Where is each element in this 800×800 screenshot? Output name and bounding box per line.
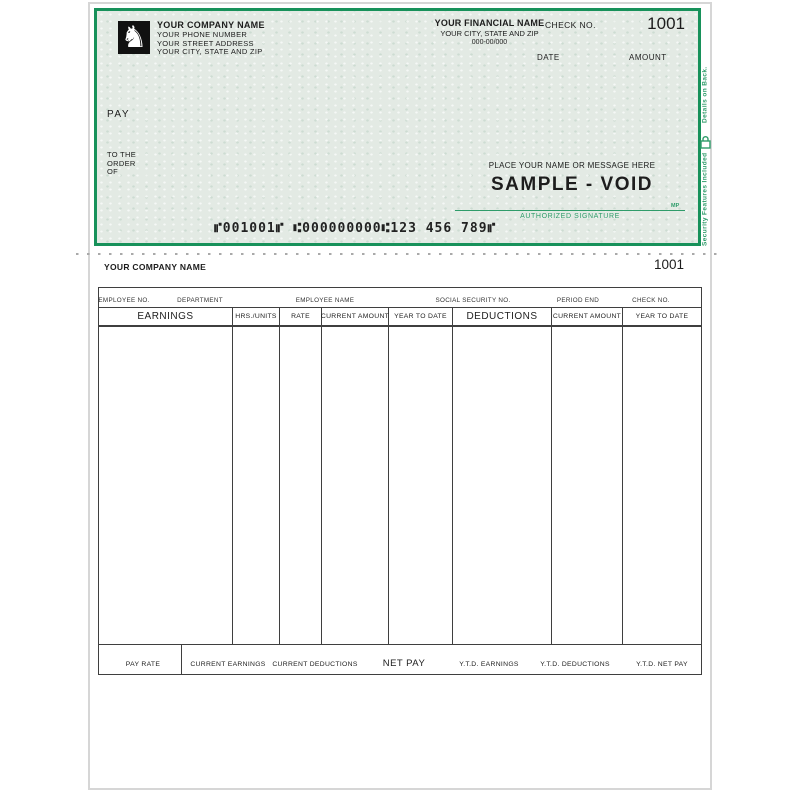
social-security-no-label: SOCIAL SECURITY NO. [435, 297, 511, 304]
perforation-dotted-line [76, 253, 722, 255]
col-earnings: EARNINGS [99, 308, 233, 325]
bank-fraction-number: 000-00/000 [471, 39, 508, 46]
body-cell-hrs-units [233, 327, 280, 644]
sample-void-text: SAMPLE - VOID [490, 174, 653, 195]
col-deductions-current-amount: CURRENT AMOUNT [552, 308, 623, 325]
date-label: DATE [537, 53, 560, 62]
stub-column-header-row [99, 307, 701, 327]
order-line-2: ORDER [107, 158, 136, 168]
micr-line: ⑈001001⑈ ⑆000000000⑆123 456 789⑈ [214, 221, 497, 236]
stub-company-name: YOUR COMPANY NAME [104, 262, 207, 272]
current-deductions-label: CURRENT DEDUCTIONS [272, 661, 358, 668]
ytd-earnings-label: Y.T.D. EARNINGS [459, 661, 519, 668]
pay-rate-label: PAY RATE [125, 661, 161, 668]
horse-head-logo-icon: ♞ [118, 21, 150, 54]
body-cell-earnings [99, 327, 233, 644]
details-on-back-vertical-text: Details on Back. [701, 66, 709, 124]
stub-body-empty-grid [99, 327, 701, 644]
company-street: YOUR STREET ADDRESS [157, 38, 254, 48]
ytd-deductions-label: Y.T.D. DEDUCTIONS [540, 661, 610, 668]
period-end-label: PERIOD END [556, 297, 600, 304]
microprint-mp-mark: MP [671, 203, 680, 209]
company-name: YOUR COMPANY NAME [157, 20, 265, 30]
body-cell-deductions-current [552, 327, 623, 644]
stub-check-no: 1001 [653, 257, 684, 272]
col-rate: RATE [280, 308, 322, 325]
body-cell-deductions-ytd [623, 327, 701, 644]
to-the-order-of-label [107, 151, 136, 177]
body-cell-deductions [453, 327, 552, 644]
security-features-vertical-text: Security Features Included [701, 152, 709, 246]
authorized-signature-label: AUTHORIZED SIGNATURE [520, 213, 620, 220]
ytd-net-pay-label: Y.T.D. NET PAY [636, 661, 688, 668]
body-cell-rate [280, 327, 322, 644]
order-line-3: OF [107, 167, 119, 176]
order-line-1: TO THE [107, 150, 137, 159]
company-phone: YOUR PHONE NUMBER [157, 30, 248, 39]
check-body [94, 8, 701, 246]
name-message-placeholder: PLACE YOUR NAME OR MESSAGE HERE [488, 161, 656, 170]
pay-stub-table [98, 287, 702, 675]
stub-footer-row [99, 644, 701, 674]
footer-divider-line [181, 645, 182, 674]
amount-label: AMOUNT [629, 53, 667, 62]
body-cell-current-amount [322, 327, 389, 644]
col-year-to-date: YEAR TO DATE [389, 308, 453, 325]
employee-no-label: EMPLOYEE NO. [98, 297, 150, 304]
company-address-block [157, 20, 265, 57]
financial-institution-block [432, 18, 547, 46]
stub-info-label-row [99, 288, 701, 307]
bank-city: YOUR CITY, STATE AND ZIP [440, 29, 539, 38]
company-city: YOUR CITY, STATE AND ZIP [157, 47, 263, 56]
department-label: DEPARTMENT [177, 297, 223, 304]
check-no-stub-label: CHECK NO. [632, 297, 670, 304]
pay-label: PAY [107, 109, 131, 120]
col-deductions: DEDUCTIONS [453, 308, 552, 325]
check-no-value: 1001 [647, 14, 685, 33]
employee-name-label: EMPLOYEE NAME [295, 297, 355, 304]
signature-line [455, 210, 685, 211]
col-hrs-units: HRS./UNITS [233, 308, 280, 325]
current-earnings-label: CURRENT EARNINGS [190, 661, 266, 668]
bank-name: YOUR FINANCIAL NAME [434, 18, 545, 28]
body-cell-year-to-date [389, 327, 453, 644]
col-current-amount: CURRENT AMOUNT [322, 308, 389, 325]
net-pay-label: NET PAY [382, 658, 426, 669]
col-deductions-year-to-date: YEAR TO DATE [635, 313, 689, 320]
check-no-label: CHECK NO. [545, 20, 596, 30]
